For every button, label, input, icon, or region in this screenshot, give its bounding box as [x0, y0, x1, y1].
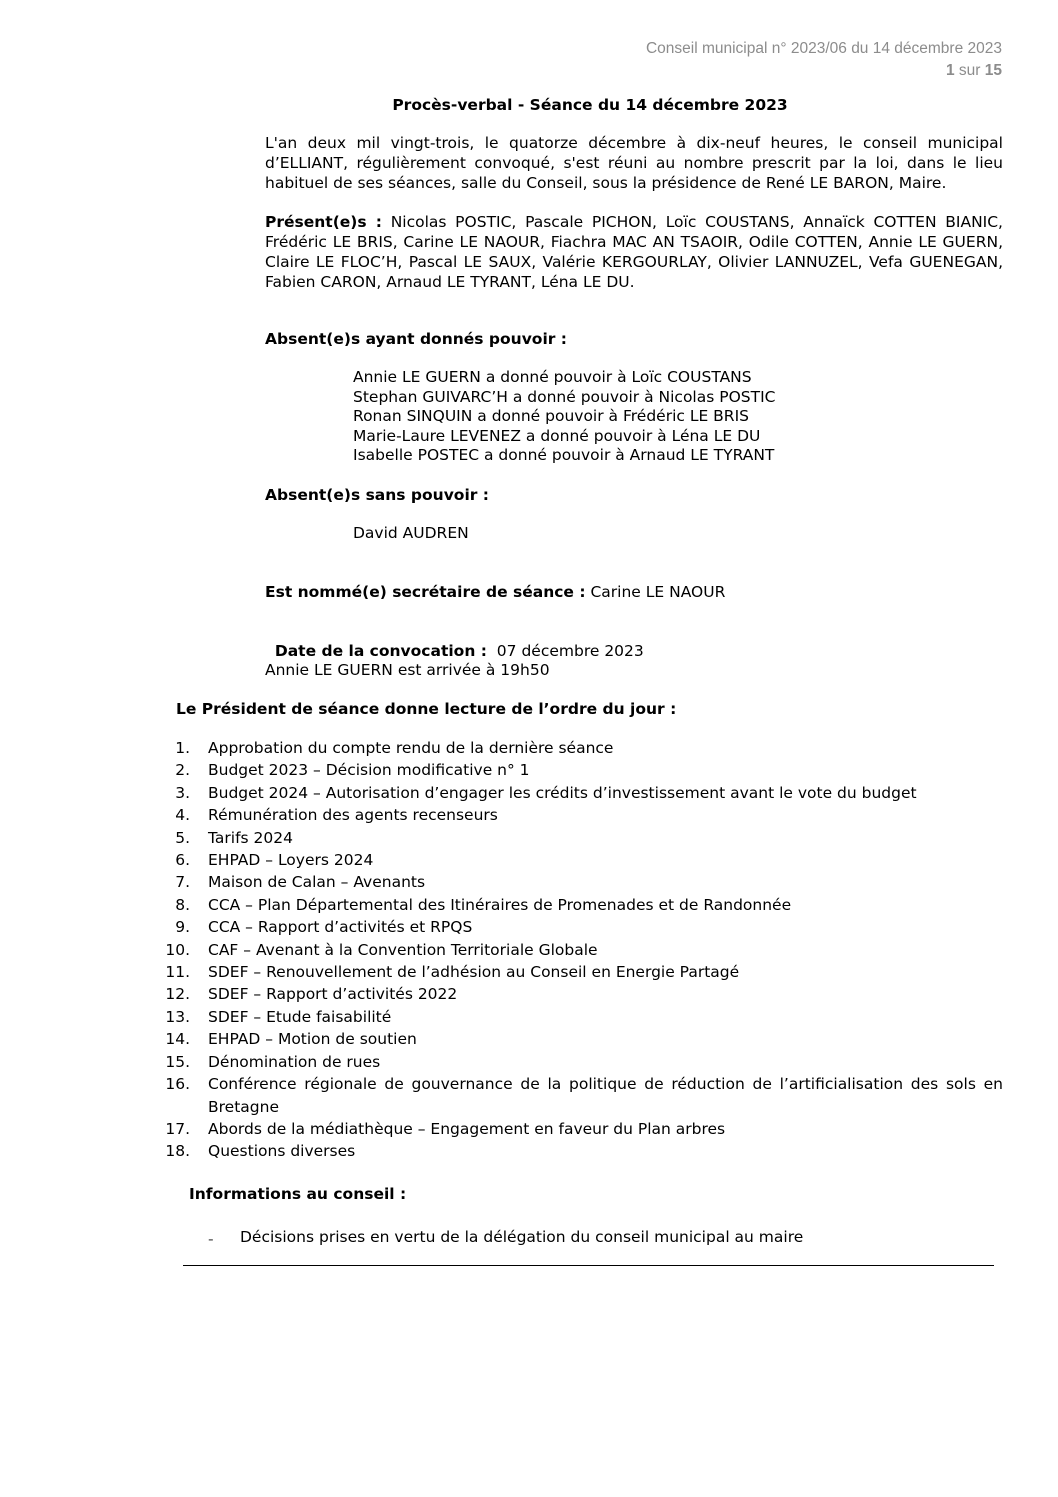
list-item [150, 871, 1003, 893]
item-number: 18. [165, 1142, 190, 1161]
item-number: 7. [175, 873, 190, 892]
convocation-value: 07 décembre 2023 [486, 642, 644, 660]
bullet-dash: - [208, 1230, 214, 1248]
item-number: 15. [165, 1052, 190, 1071]
list-item [150, 983, 1003, 1005]
separator-line [183, 1265, 994, 1266]
ordre-du-jour-list [150, 737, 1003, 1163]
list-item: Isabelle POSTEC a donné pouvoir à Arnaud LE TYRANT [353, 446, 775, 464]
header-title: Conseil municipal n° 2023/06 du 14 décembre 2023 [645, 40, 1002, 57]
item-text: Budget 2023 – Décision modificative n° 1 [208, 761, 530, 780]
item-text: SDEF – Etude faisabilité [208, 1007, 392, 1026]
intro-paragraph: L'an deux mil vingt-trois, le quatorze décembre à dix-neuf heures, le conseil municipal d’ELLIANT, régulièrement convoqué, s'est réuni au nombre prescrit par la loi, dans le lieu habituel de ses séances, salle du Conseil, sous la présidence de René LE BARON, Maire. [265, 134, 1003, 192]
item-text: Abords de la médiathèque – Engagement en faveur du Plan arbres [208, 1119, 726, 1138]
item-text: Rémunération des agents recenseurs [208, 806, 498, 825]
list-item [150, 1140, 1003, 1162]
item-text: Conférence régionale de gouvernance de la politique de réduction de l’artificialisation des sols en Bretagne [208, 1075, 1003, 1116]
list-item [150, 939, 1003, 961]
list-item [150, 849, 1003, 871]
item-text: Dénomination de rues [208, 1052, 381, 1071]
item-number: 3. [175, 783, 190, 802]
item-number: 9. [175, 918, 190, 937]
item-text: Approbation du compte rendu de la dernière séance [208, 739, 614, 757]
page-separator: sur [954, 62, 985, 79]
item-number: 4. [175, 806, 190, 825]
item-text: SDEF – Renouvellement de l’adhésion au Conseil en Energie Partagé [208, 963, 740, 982]
list-item: Annie LE GUERN a donné pouvoir à Loïc COUSTANS [353, 368, 752, 386]
convocation-line [265, 621, 1003, 661]
item-text: EHPAD – Motion de soutien [208, 1030, 417, 1049]
item-text: CAF – Avenant à la Convention Territoriale Globale [208, 940, 598, 959]
present-paragraph [265, 212, 1003, 292]
list-item: David AUDREN [353, 524, 469, 542]
list-item [150, 916, 1003, 938]
item-number: 6. [175, 851, 190, 870]
absent-pouvoir-heading: Absent(e)s ayant donnés pouvoir : [265, 330, 567, 348]
informations-item: Décisions prises en vertu de la délégation du conseil municipal au maire [240, 1228, 804, 1246]
item-text: SDEF – Rapport d’activités 2022 [208, 985, 458, 1004]
present-names: Nicolas POSTIC, Pascale PICHON, Loïc COUSTANS, Annaïck COTTEN BIANIC, Frédéric LE BRIS, Carine LE NAOUR, Fiachra MAC AN TSAOIR, Odile COTTEN, Annie LE GUERN, Claire LE FLOC’H, Pascal LE SAUX, Valérie KERGOURLAY, Olivier LANNUZEL, Vefa GUENEGAN, Fabien CARON, Arnaud LE TYRANT, Léna LE DU. [265, 213, 1003, 291]
item-number: 16. [165, 1075, 190, 1094]
list-item: Marie-Laure LEVENEZ a donné pouvoir à Léna LE DU [353, 426, 761, 445]
item-number: 1. [175, 739, 190, 757]
secretaire-line [265, 582, 1003, 602]
item-text: Tarifs 2024 [208, 828, 293, 847]
list-item [150, 827, 1003, 849]
page-current: 1 [945, 62, 955, 79]
item-number: 2. [175, 761, 190, 780]
item-number: 12. [165, 985, 190, 1004]
absent-sans-heading: Absent(e)s sans pouvoir : [265, 486, 490, 504]
item-text: Questions diverses [208, 1142, 356, 1161]
document-title: Procès-verbal - Séance du 14 décembre 2023 [392, 96, 788, 114]
list-item [150, 1006, 1003, 1028]
list-item [150, 1028, 1003, 1050]
item-number: 13. [165, 1007, 190, 1026]
ordre-du-jour-heading: Le Président de séance donne lecture de l’ordre du jour : [176, 700, 677, 718]
list-item: Ronan SINQUIN a donné pouvoir à Frédéric LE BRIS [353, 407, 749, 425]
item-number: 5. [175, 828, 190, 847]
page-counter [646, 60, 1002, 82]
item-text: CCA – Rapport d’activités et RPQS [208, 918, 473, 937]
list-item [150, 961, 1003, 983]
item-text: Budget 2024 – Autorisation d’engager les crédits d’investissement avant le vote du budget [208, 783, 917, 802]
list-item [150, 737, 1003, 759]
absent-sans-list [353, 524, 469, 544]
list-item: Stephan GUIVARC’H a donné pouvoir à Nicolas POSTIC [353, 387, 776, 406]
list-item [150, 759, 1003, 781]
list-item [150, 1073, 1003, 1118]
page-total: 15 [984, 62, 1002, 79]
list-item [150, 782, 1003, 804]
item-number: 10. [165, 940, 190, 959]
secretaire-value: Carine LE NAOUR [585, 583, 726, 601]
item-text: Maison de Calan – Avenants [208, 873, 426, 892]
list-item [150, 804, 1003, 826]
page-header [646, 38, 1002, 82]
item-number: 17. [165, 1119, 190, 1138]
list-item [150, 894, 1003, 916]
item-number: 14. [165, 1030, 190, 1049]
item-text: EHPAD – Loyers 2024 [208, 851, 374, 870]
secretaire-label: Est nommé(e) secrétaire de séance : [265, 583, 586, 601]
informations-heading: Informations au conseil : [189, 1185, 407, 1203]
list-item [150, 1118, 1003, 1140]
absent-pouvoir-list [353, 368, 776, 466]
item-number: 8. [175, 895, 190, 914]
item-number: 11. [165, 963, 190, 982]
arrivee-line: Annie LE GUERN est arrivée à 19h50 [265, 661, 550, 679]
present-label: Présent(e)s : [265, 213, 382, 231]
convocation-label: Date de la convocation : [274, 642, 487, 660]
item-text: CCA – Plan Départemental des Itinéraires de Promenades et de Randonnée [208, 895, 792, 914]
list-item [150, 1051, 1003, 1073]
